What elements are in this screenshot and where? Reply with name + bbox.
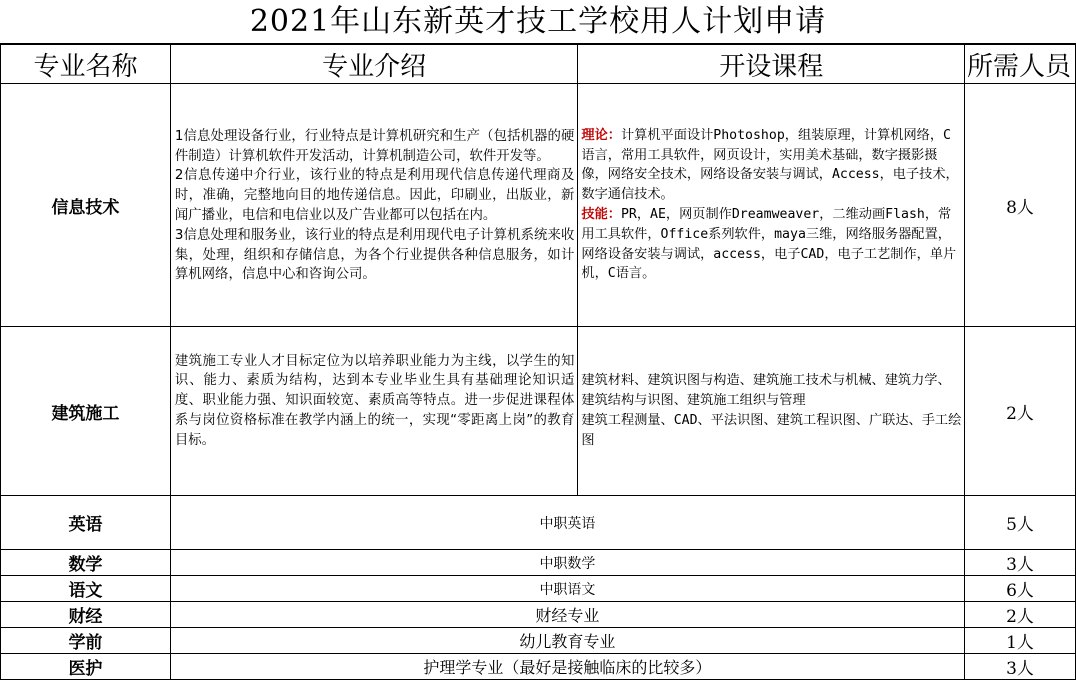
header-major: 专业名称 <box>1 45 171 84</box>
people-count: 3人 <box>964 654 1075 680</box>
skill-label: 技能： <box>581 207 621 222</box>
major-name: 数学 <box>1 550 171 576</box>
major-desc: 财经专业 <box>170 602 964 628</box>
page-title: 2021年山东新英才技工学校用人计划申请 <box>0 0 1076 44</box>
course-list <box>578 84 965 327</box>
staffing-plan-table <box>0 44 1076 680</box>
people-count: 3人 <box>964 550 1075 576</box>
intro-text: 1信息处理设备行业，行业特点是计算机研究和生产（包括机器的硬件制造）计算机软件开发活动，计算机制造公司，软件开发等。 2信息传递中介行业，该行业的特点是利用现代信息传递代理商及时，准确，完整地向目的地传递信息。因此，印刷业，出版业，新闻广播业，电信和电信业以及广告业都可以包括在内。 3信息处理和服务业，该行业的特点是利用现代电子计算机系统来收集，处理，组织和存储信息，为各个行业提供各种信息服务，如计算机网络，信息中心和咨询公司。 <box>174 128 575 283</box>
table-row <box>1 628 1076 654</box>
major-name: 财经 <box>1 602 171 628</box>
major-desc: 中职语文 <box>170 576 964 602</box>
major-intro <box>170 327 578 496</box>
major-name: 英语 <box>1 496 171 550</box>
people-count: 1人 <box>964 628 1075 654</box>
major-name: 建筑施工 <box>1 327 171 496</box>
header-courses: 开设课程 <box>578 45 965 84</box>
intro-text: 建筑施工专业人才目标定位为以培养职业能力为主线，以学生的知识、能力、素质为结构，达到本专业毕业生具有基础理论知识适度、职业能力强、知识面较宽、素质高等特点。进一步促进课程体系与岗位资格标准在教学内涵上的统一，实现“零距离上岗”的教育目标。 <box>174 353 575 448</box>
people-count: 2人 <box>964 602 1075 628</box>
people-count: 6人 <box>964 576 1075 602</box>
header-people: 所需人员 <box>964 45 1075 84</box>
theory-label: 理论： <box>581 127 621 143</box>
table-row <box>1 496 1076 550</box>
major-desc: 中职数学 <box>170 550 964 576</box>
major-name: 语文 <box>1 576 171 602</box>
table-row <box>1 576 1076 602</box>
table-row <box>1 550 1076 576</box>
major-intro <box>170 84 578 327</box>
table-row <box>1 84 1076 327</box>
table-row <box>1 602 1076 628</box>
people-count: 2人 <box>964 327 1075 496</box>
major-desc: 中职英语 <box>170 496 964 550</box>
skill-text: PR，AE，网页制作Dreamweaver，二维动画Flash，常用工具软件，Office系列软件，maya三维，网络服务器配置，网络设备安装与调试，access，电子CAD，电子工艺制作，单片机，C语言。 <box>581 207 957 282</box>
major-desc: 护理学专业（最好是接触临床的比较多） <box>170 654 964 680</box>
table-row <box>1 654 1076 680</box>
major-name: 医护 <box>1 654 171 680</box>
theory-text: 计算机平面设计Photoshop，组装原理，计算机网络，C语言，常用工具软件，网页设计，实用美术基础，数字摄影摄像，网络安全技术，网络设备安装与调试，Access，电子技术，数字通信技术。 <box>581 127 959 203</box>
header-intro: 专业介绍 <box>170 45 578 84</box>
table-row <box>1 327 1076 496</box>
skill-block <box>581 205 962 284</box>
people-count: 8人 <box>964 84 1075 327</box>
course-list: 建筑材料、建筑识图与构造、建筑施工技术与机械、建筑力学、建筑结构与识图、建筑施工组织与管理 建筑工程测量、CAD、平法识图、建筑工程识图、广联达、手工绘图 <box>578 327 965 496</box>
major-name: 学前 <box>1 628 171 654</box>
major-name: 信息技术 <box>1 84 171 327</box>
people-count: 5人 <box>964 496 1075 550</box>
major-desc: 幼儿教育专业 <box>170 628 964 654</box>
header-row <box>1 45 1076 84</box>
theory-block <box>581 126 962 205</box>
